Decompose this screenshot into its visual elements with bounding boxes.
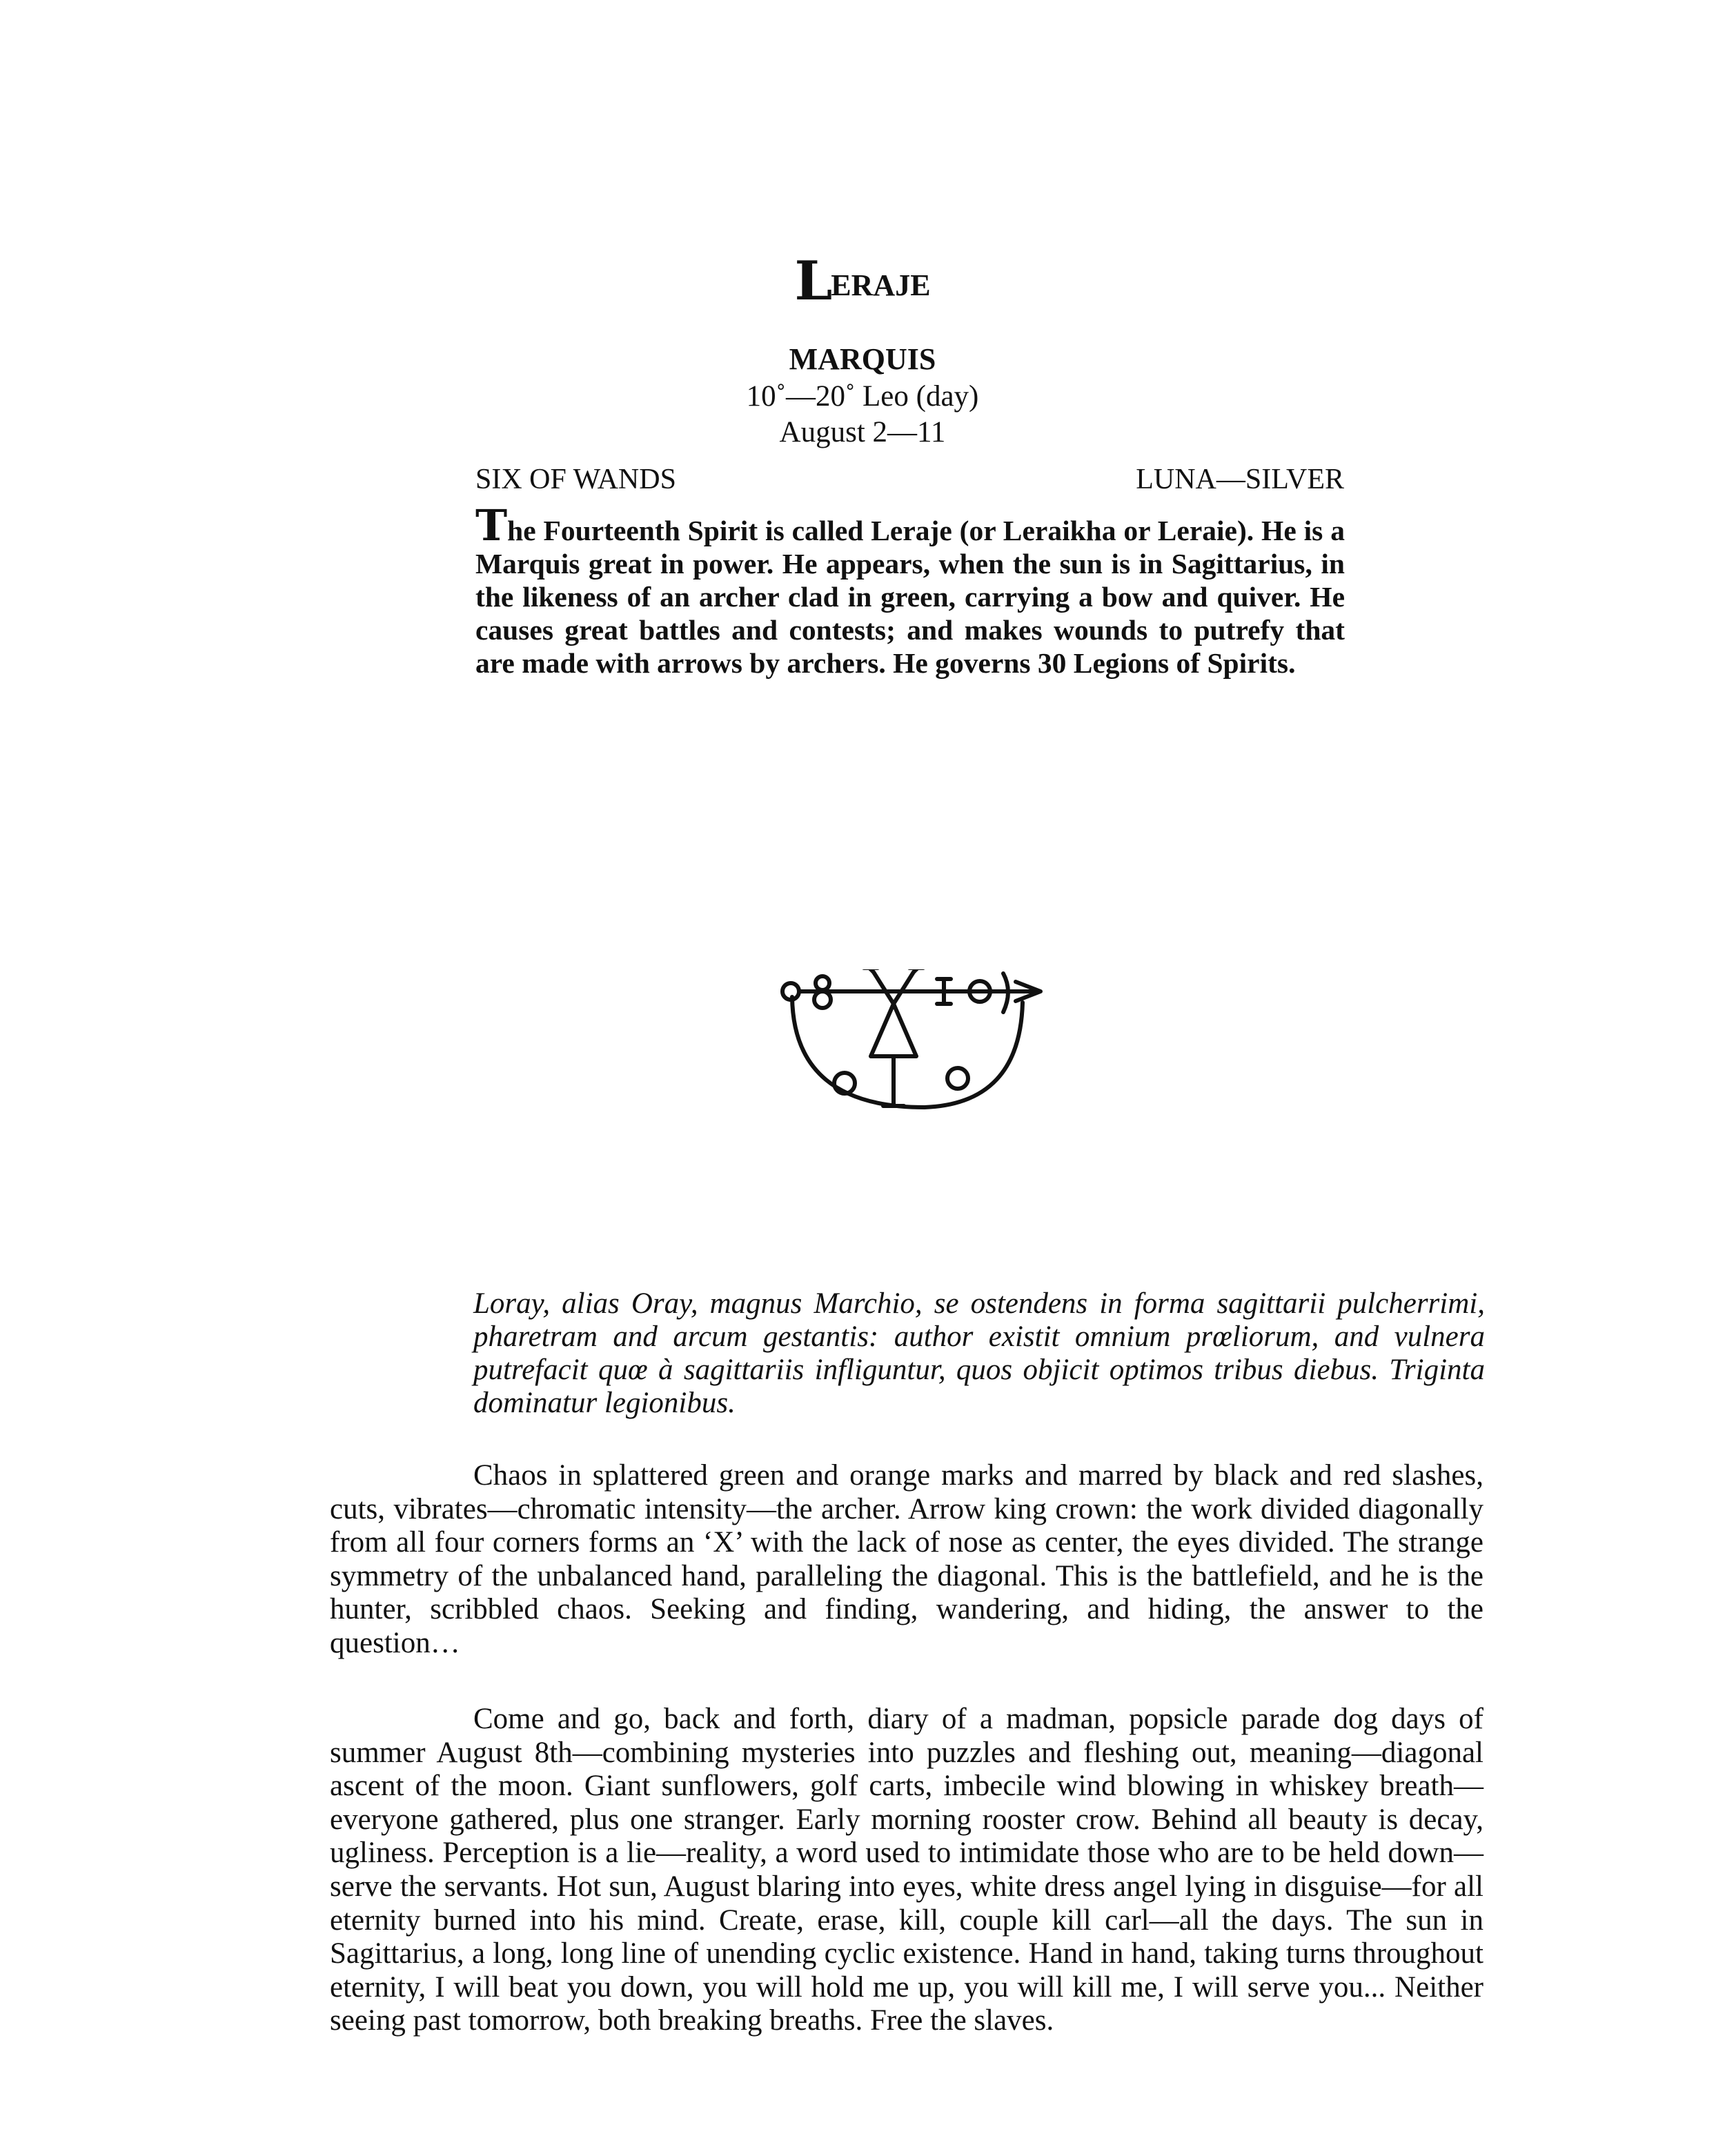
latin-description: Loray, alias Oray, magnus Marchio, se ostendens in forma sagittarii pulcherrimi, pharetram and arcum gestantis: author existit omnium prœliorum, and vulnera putrefacit quœ à sagittariis infliguntur, quos objicit optimos tribus diebus. Triginta dominatur legionibus.	[473, 1287, 1485, 1419]
essay-paragraph-text: Come and go, back and forth, diary of a madman, popsicle parade dog days of summer August 8th—combining mysteries into puzzles and fleshing out, meaning—diagonal ascent of the moon. Giant sunflowers, golf carts, imbecile wind blowing in whiskey breath—everyone gathered, plus one stranger. Early morning rooster crow. Behind all beauty is decay, ugliness. Perception is a lie—reality, a word used to intimidate those who are to be held down—serve the servants. Hot sun, August blaring into eyes, white dress angel lying in disguise—for all eternity burned into his mind. Create, erase, kill, couple kill carl—all the days. The sun in Sagittarius, a long, long line of unending cyclic existence. Hand in hand, taking turns throughout eternity, I will beat you down, you will hold me up, you will kill me, I will serve you... Neither seeing past tomorrow, both breaking breaths. Free the slaves.	[330, 1703, 1483, 2037]
zodiac-degrees: 10˚—20˚ Leo (day)	[746, 380, 979, 413]
date-range: August 2—11	[779, 416, 946, 448]
essay-paragraph-text: Chaos in splattered green and orange marks and marred by black and red slashes, cuts, vibrates—chromatic intensity—the archer. Arrow king crown: the work divided diagonally from all four corners forms an ‘X’ with the lack of nose as center, the eyes divided. The strange symmetry of the unbalanced hand, paralleling the diagonal. This is the battlefield, and he is the hunter, scribbled chaos. Seeking and finding, wandering, and hiding, the answer to the question…	[330, 1459, 1483, 1659]
planet-metal: LUNA—SILVER	[1136, 464, 1344, 495]
goetia-description	[475, 500, 1345, 680]
essay-paragraph	[330, 1459, 1483, 1661]
spirit-rank: MARQUIS	[789, 342, 936, 376]
goetia-body: he Fourteenth Spirit is called Leraje (or Leraikha or Leraie). He is a Marquis great in power. He appears, when the sun is in Sagittarius, in the likeness of an archer clad in green, carrying a bow and quiver. He causes great battles and contests; and makes wounds to putrefy that are made with arrows by archers. He governs 30 Legions of Spirits.	[475, 515, 1345, 679]
leraje-sigil-icon	[773, 969, 1049, 1114]
essay-paragraph	[330, 1703, 1483, 2038]
goetia-drop-cap: T	[475, 500, 508, 551]
title-rest: ERAJE	[831, 268, 931, 302]
title-drop-cap: L	[794, 250, 831, 313]
page-title	[0, 250, 1725, 313]
tarot-card: SIX OF WANDS	[475, 464, 676, 495]
